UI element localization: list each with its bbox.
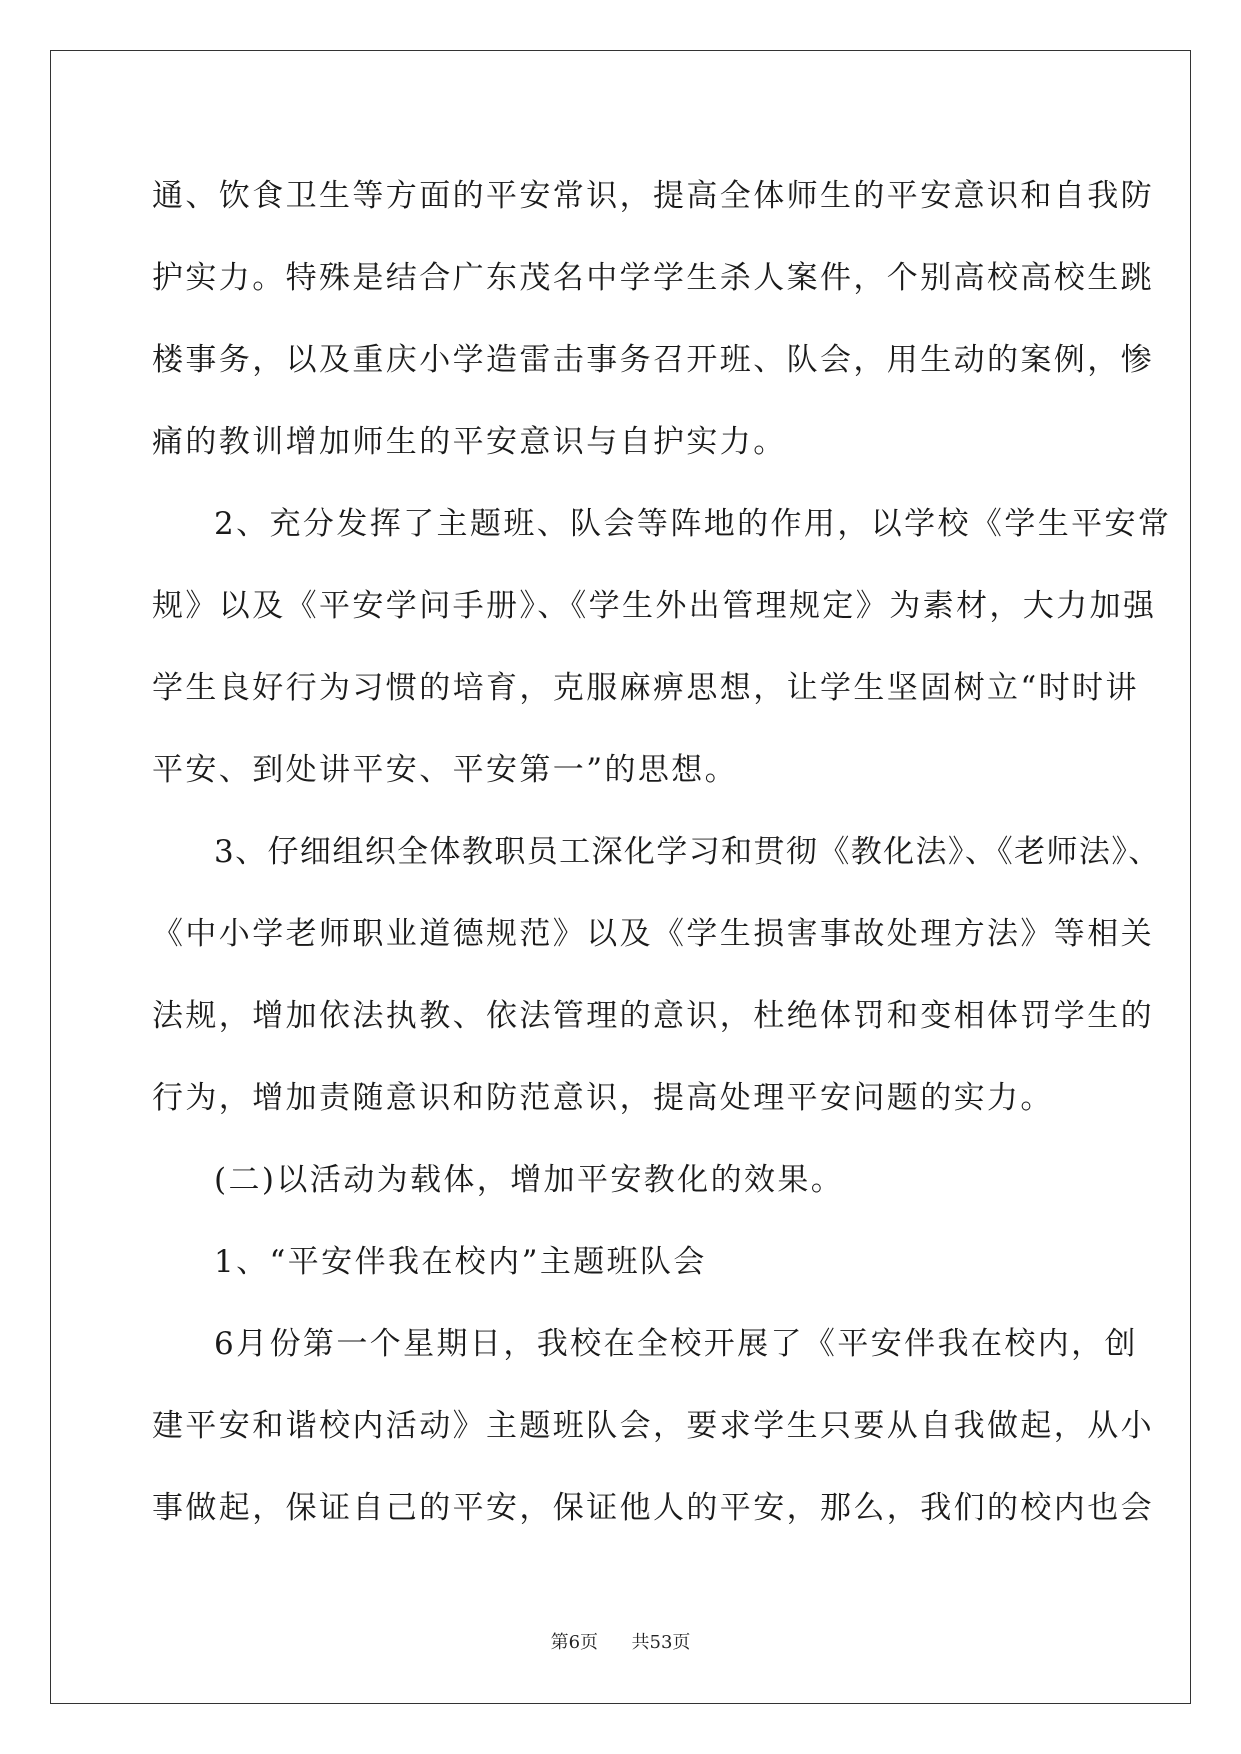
paragraph-start-line: 6月份第一个星期日，我校在全校开展了《平安伴我在校内，创 (214, 1326, 1138, 1362)
text-line: 《中小学老师职业道德规范》以及《学生损害事故处理方法》等相关 (152, 916, 1154, 952)
subsection-heading: 1、“平安伴我在校内”主题班队会 (214, 1244, 707, 1280)
text-line: 行为，增加责随意识和防范意识，提高处理平安问题的实力。 (152, 1080, 1054, 1116)
document-body (152, 155, 1172, 1549)
text-line: 平安、到处讲平安、平安第一”的思想。 (152, 752, 739, 788)
page-total: 共53页 (631, 1632, 691, 1653)
text-line: 建平安和谐校内活动》主题班队会，要求学生只要从自我做起，从小 (152, 1408, 1154, 1444)
section-heading: (二)以活动为载体，增加平安教化的效果。 (214, 1162, 845, 1198)
page-number: 第6页 (550, 1632, 599, 1653)
text-line: 楼事务，以及重庆小学造雷击事务召开班、队会，用生动的案例，惨 (152, 342, 1154, 378)
text-line: 学生良好行为习惯的培育，克服麻痹思想，让学生坚固树立“时时讲 (152, 670, 1139, 706)
text-line: 规》以及《平安学问手册》、《学生外出管理规定》为素材，大力加强 (152, 588, 1157, 624)
text-line: 护实力。特殊是结合广东茂名中学学生杀人案件，个别高校高校生跳 (152, 260, 1154, 296)
page-footer (0, 1628, 1241, 1654)
paragraph-start-line: 3、仔细组织全体教职员工深化学习和贯彻《教化法》、《老师法》、 (214, 834, 1161, 870)
paragraph-start-line: 2、充分发挥了主题班、队会等阵地的作用，以学校《学生平安常 (214, 506, 1172, 542)
text-line: 事做起，保证自己的平安，保证他人的平安，那么，我们的校内也会 (152, 1490, 1154, 1526)
text-line: 通、饮食卫生等方面的平安常识，提高全体师生的平安意识和自我防 (152, 178, 1154, 214)
text-line: 痛的教训增加师生的平安意识与自护实力。 (152, 424, 787, 460)
text-line: 法规，增加依法执教、依法管理的意识，杜绝体罚和变相体罚学生的 (152, 998, 1154, 1034)
